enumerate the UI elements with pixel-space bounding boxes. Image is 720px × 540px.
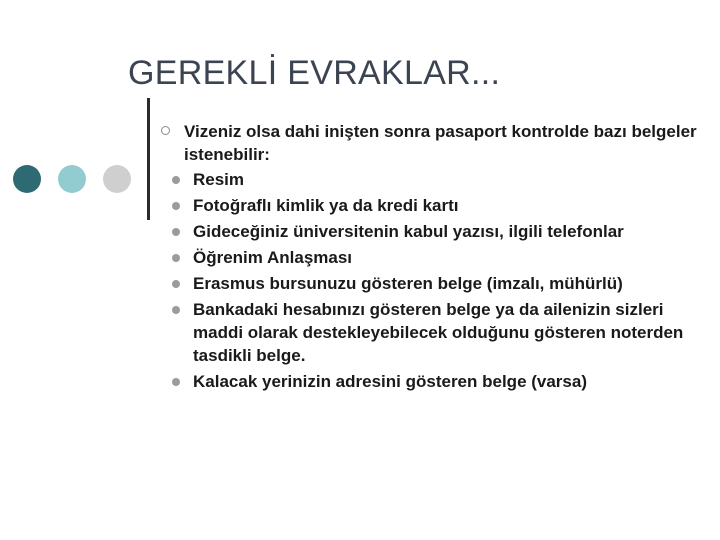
list-item <box>160 220 705 243</box>
list-item-text: Öğrenim Anlaşması <box>193 248 353 267</box>
title-divider <box>147 98 150 220</box>
list-item-text: Fotoğraflı kimlik ya da kredi kartı <box>193 196 459 215</box>
main-bullet-item <box>160 120 705 166</box>
list-item <box>160 370 705 393</box>
list-item <box>160 272 705 295</box>
list-item <box>160 194 705 217</box>
decorative-dot-light-teal <box>58 165 86 193</box>
main-bullet-text: Vizeniz olsa dahi inişten sonra pasaport kontrolde bazı belgeler istenebilir: <box>184 122 697 164</box>
bullet-dot-icon <box>172 254 180 262</box>
list-item <box>160 168 705 191</box>
list-item <box>160 298 705 367</box>
bullet-dot-icon <box>172 280 180 288</box>
required-documents-list <box>160 168 705 393</box>
slide-title: GEREKLİ EVRAKLAR... <box>128 54 501 92</box>
list-item-text: Erasmus bursunuzu gösteren belge (imzalı, mühürlü) <box>193 274 623 293</box>
list-item-text: Bankadaki hesabınızı gösteren belge ya da ailenizin sizleri maddi olarak destekleyebilecek olduğunu gösteren noterden tasdikli belge. <box>193 300 684 365</box>
decorative-dot-gray <box>103 165 131 193</box>
bullet-dot-icon <box>172 306 180 314</box>
decorative-dot-dark <box>13 165 41 193</box>
list-item-text: Resim <box>193 170 245 189</box>
bullet-dot-icon <box>172 378 180 386</box>
slide-content <box>160 120 705 396</box>
list-item <box>160 246 705 269</box>
bullet-dot-icon <box>172 176 180 184</box>
list-item-text: Kalacak yerinizin adresini gösteren belge (varsa) <box>193 372 587 391</box>
list-item-text: Gideceğiniz üniversitenin kabul yazısı, ilgili telefonlar <box>193 222 624 241</box>
bullet-dot-icon <box>172 202 180 210</box>
ring-bullet-icon <box>161 126 170 135</box>
bullet-dot-icon <box>172 228 180 236</box>
